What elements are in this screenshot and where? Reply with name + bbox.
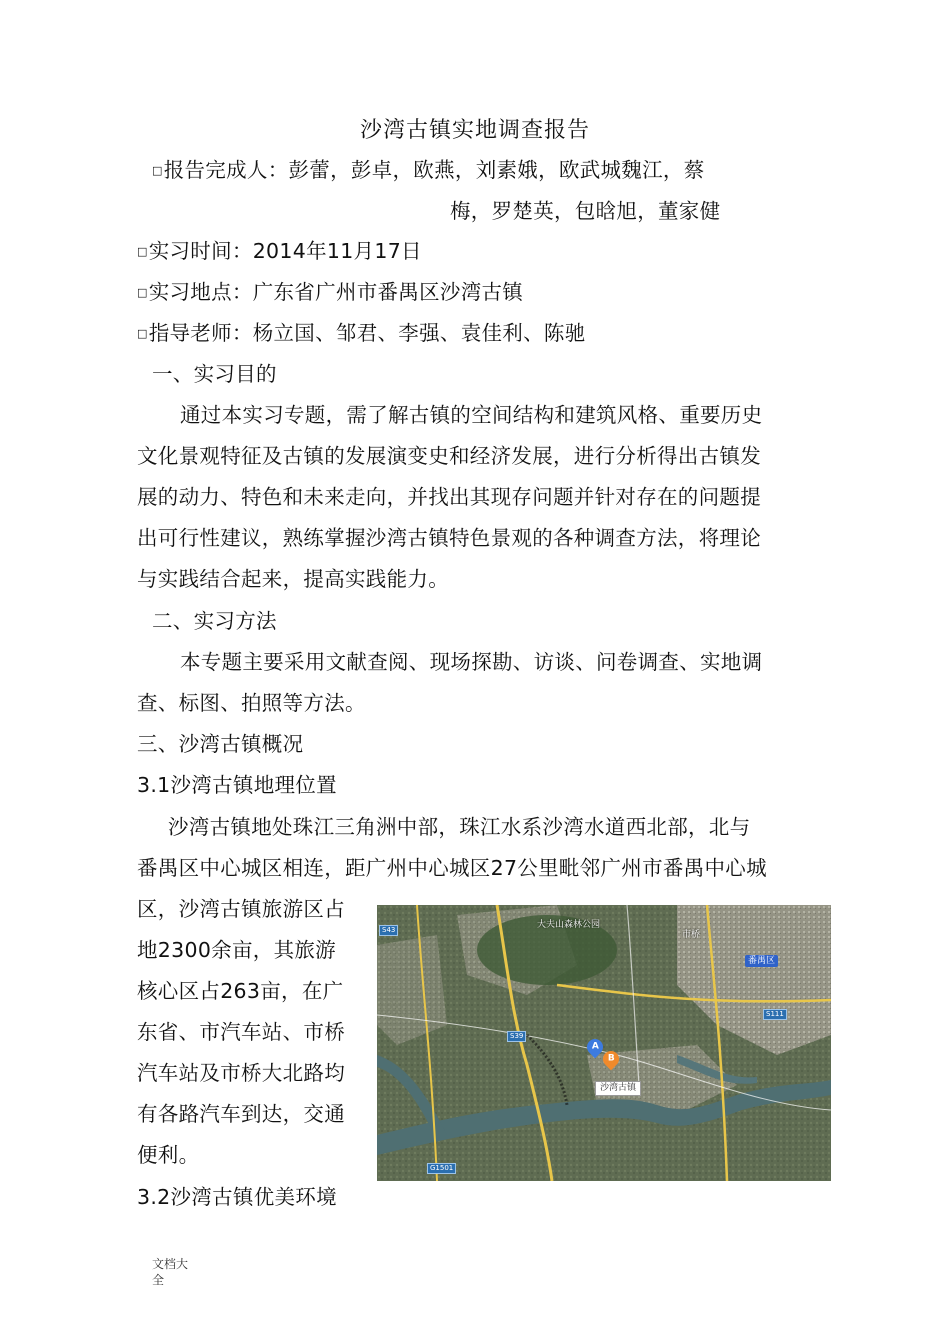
footer-text: 文档大全: [152, 1257, 189, 1287]
map-place-tag: 沙湾古镇: [595, 1081, 641, 1096]
section-3-heading: 三、沙湾古镇概况: [137, 732, 304, 756]
map-label-park: 大夫山森林公园: [537, 920, 601, 930]
checkbox-icon: □: [137, 286, 148, 299]
paragraph-line: 查、标图、拍照等方法。: [137, 691, 366, 715]
paragraph-line: 沙湾古镇地处珠江三角洲中部，珠江水系沙湾水道西北部，北与: [168, 815, 751, 839]
map-label-shiqiao: 市桥: [682, 930, 701, 940]
internship-place: □实习地点：广东省广州市番禺区沙湾古镇: [137, 280, 524, 304]
paragraph-line: 番禺区中心城区相连，距广州中心城区27公里毗邻广州市番禺中心城: [137, 856, 767, 880]
checkbox-icon: □: [152, 164, 163, 177]
paragraph-line: 便利。: [137, 1143, 200, 1167]
paragraph-line: 地2300余亩，其旅游: [137, 938, 336, 962]
road-badge: S43: [379, 925, 398, 936]
report-title: 沙湾古镇实地调查报告: [359, 118, 590, 143]
section-3-2-heading: 3.2沙湾古镇优美环境: [137, 1185, 337, 1209]
supervisors: □指导老师：杨立国、邹君、李强、袁佳利、陈驰: [137, 321, 586, 345]
checkbox-icon: □: [137, 245, 148, 258]
section-2-heading: 二、实习方法: [152, 609, 277, 633]
map-pin-a-icon: A: [584, 1036, 607, 1059]
internship-time: □实习时间：2014年11月17日: [137, 239, 422, 263]
paragraph-line: 文化景观特征及古镇的发展演变史和经济发展，进行分析得出古镇发: [137, 444, 761, 468]
section-1-heading: 一、实习目的: [152, 362, 277, 386]
road-badge: S111: [763, 1009, 787, 1020]
authors-line-2: 梅，罗楚英，包晗旭，董家健: [450, 199, 721, 223]
paragraph-line: 核心区占263亩，在广: [137, 979, 344, 1003]
section-3-1-heading: 3.1沙湾古镇地理位置: [137, 773, 337, 797]
checkbox-icon: □: [137, 327, 148, 340]
satellite-map-image: [377, 905, 831, 1181]
paragraph-line: 东省、市汽车站、市桥: [137, 1020, 345, 1044]
map-graphic: [377, 905, 831, 1181]
paragraph-line: 与实践结合起来，提高实践能力。: [137, 567, 449, 591]
paragraph-line: 通过本实习专题，需了解古镇的空间结构和建筑风格、重要历史: [180, 403, 763, 427]
map-pin-b-icon: B: [600, 1048, 623, 1071]
paragraph-line: 区，沙湾古镇旅游区占: [137, 897, 345, 921]
map-label-district: 番禺区: [745, 955, 778, 967]
authors-line-1: □报告完成人：彭蕾，彭卓，欧燕，刘素娥，欧武城魏江，蔡: [152, 158, 705, 182]
road-badge: S39: [507, 1031, 526, 1042]
paragraph-line: 本专题主要采用文献查阅、现场探勘、访谈、问卷调查、实地调: [180, 650, 763, 674]
paragraph-line: 有各路汽车到达，交通: [137, 1102, 345, 1126]
paragraph-line: 出可行性建议，熟练掌握沙湾古镇特色景观的各种调查方法，将理论: [137, 526, 761, 550]
paragraph-line: 展的动力、特色和未来走向，并找出其现存问题并针对存在的问题提: [137, 485, 761, 509]
road-badge: G1501: [427, 1163, 456, 1174]
paragraph-line: 汽车站及市桥大北路均: [137, 1061, 345, 1085]
